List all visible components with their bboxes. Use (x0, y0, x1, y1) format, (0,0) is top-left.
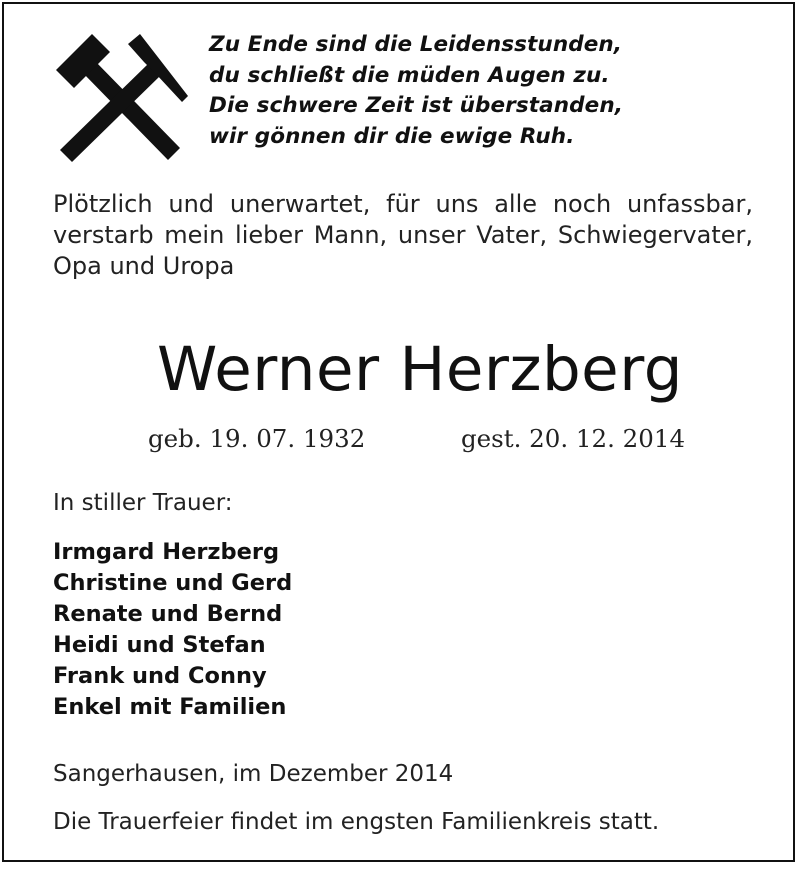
mourner-name: Renate und Bernd (53, 601, 283, 627)
place-and-date: Sangerhausen, im Dezember 2014 (53, 761, 454, 787)
mourning-heading: In stiller Trauer: (53, 490, 233, 516)
poem-line: Die schwere Zeit ist überstanden, (209, 93, 623, 118)
poem-line: Zu Ende sind die Leidensstunden, (209, 32, 623, 57)
poem-line: wir gönnen dir die ewige Ruh. (209, 123, 575, 149)
mourners-list (53, 537, 292, 723)
hammer-and-pick-icon (52, 30, 192, 164)
mourner-name: Christine und Gerd (53, 570, 293, 596)
announcement-line: Opa und Uropa (53, 252, 235, 280)
poem-line: du schließt die müden Augen zu. (209, 62, 610, 88)
deceased-name: Werner Herzberg (157, 334, 683, 405)
funeral-notice: Die Trauerfeier findet im engsten Familienkreis statt. (53, 809, 660, 835)
poem (209, 30, 623, 152)
announcement-line: Plötzlich und unerwartet, für uns alle noch unfassbar, (53, 190, 753, 218)
mourner-name: Irmgard Herzberg (53, 539, 280, 565)
death-date: gest. 20. 12. 2014 (461, 424, 686, 453)
mourner-name: Frank und Conny (53, 663, 267, 689)
birth-date: geb. 19. 07. 1932 (148, 424, 366, 453)
announcement-line: verstarb mein lieber Mann, unser Vater, Schwiegervater, (53, 221, 753, 249)
announcement-text (53, 189, 753, 282)
mourner-name: Enkel mit Familien (53, 694, 287, 720)
mourner-name: Heidi und Stefan (53, 632, 266, 658)
